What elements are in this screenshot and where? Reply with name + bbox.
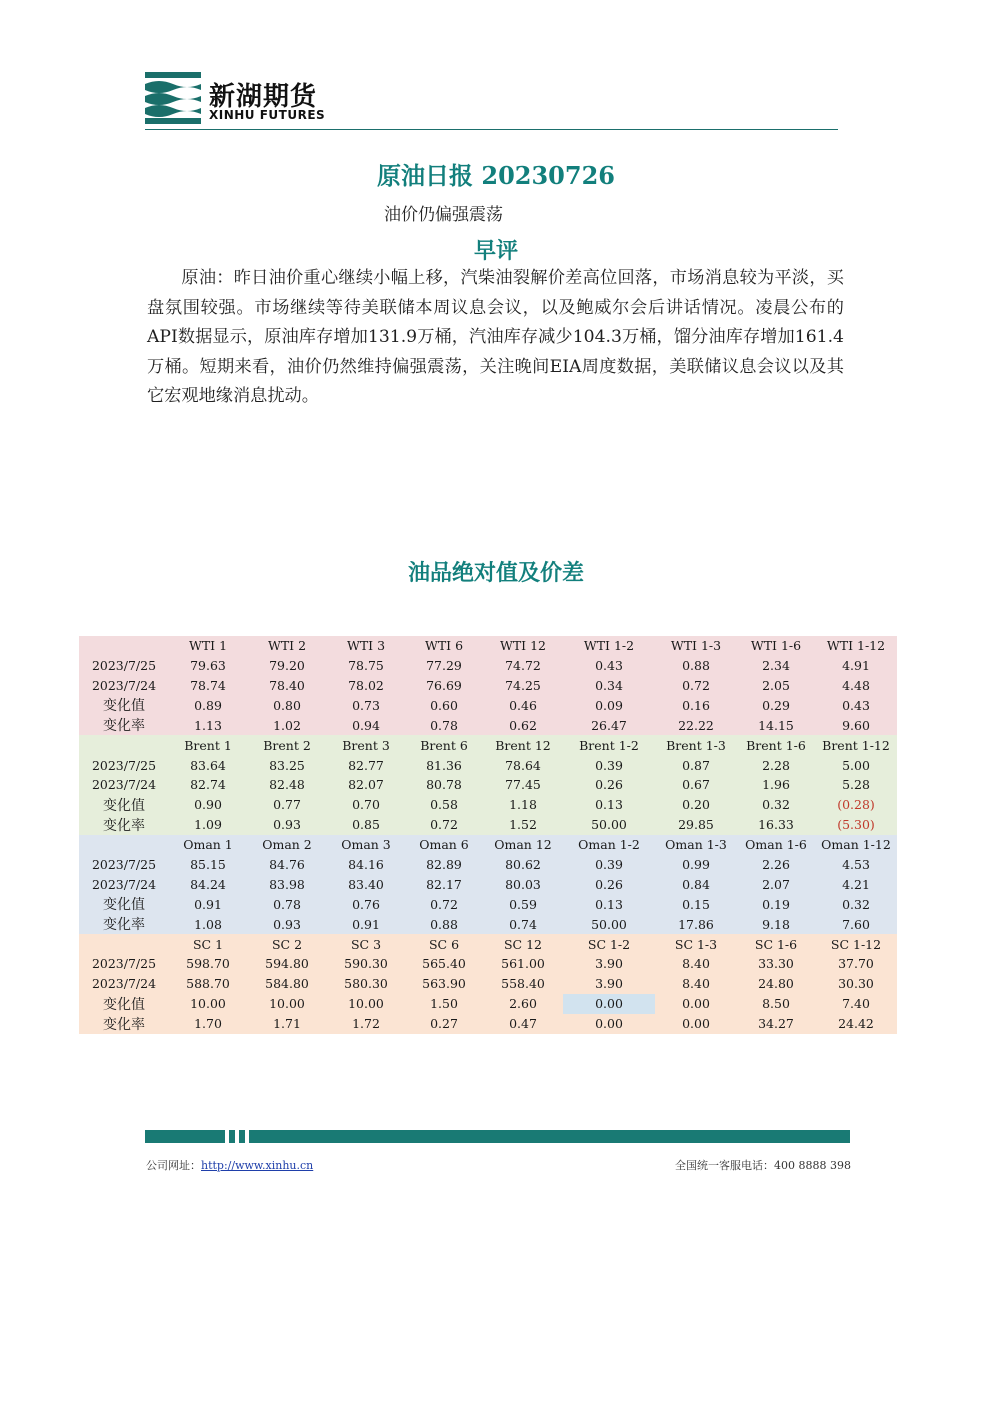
column-header: WTI 1-3: [655, 636, 737, 656]
table-cell: 7.40: [815, 994, 897, 1014]
table-cell: 0.60: [405, 695, 483, 715]
table-cell: 82.77: [327, 755, 405, 775]
column-header: WTI 3: [327, 636, 405, 656]
table-cell: 0.73: [327, 695, 405, 715]
table-cell: 77.29: [405, 656, 483, 676]
table-cell: 0.15: [655, 894, 737, 914]
table-cell: 26.47: [563, 715, 655, 735]
column-header: Oman 1: [169, 835, 247, 855]
column-header: SC 1: [169, 934, 247, 954]
table-cell: 37.70: [815, 954, 897, 974]
table-cell: 2.05: [737, 676, 815, 696]
table-cell: 0.91: [169, 894, 247, 914]
table-cell: 83.64: [169, 755, 247, 775]
report-title: 原油日报 20230726: [377, 161, 615, 190]
table-row: [79, 656, 897, 676]
table-cell: 0.78: [247, 894, 327, 914]
table-cell: 0.72: [655, 676, 737, 696]
table-cell: 78.74: [169, 676, 247, 696]
table-cell: 0.90: [169, 795, 247, 815]
table-cell: 84.24: [169, 874, 247, 894]
table-cell: 10.00: [247, 994, 327, 1014]
footer-bar-segment: [249, 1130, 850, 1143]
table-cell: 80.03: [483, 874, 563, 894]
column-header: WTI 2: [247, 636, 327, 656]
table-cell: 0.26: [563, 775, 655, 795]
table-cell: 0.94: [327, 715, 405, 735]
table-cell: 580.30: [327, 974, 405, 994]
table-cell: 1.52: [483, 815, 563, 835]
table-cell: 79.63: [169, 656, 247, 676]
table-cell: 0.27: [405, 1014, 483, 1034]
row-label-cell: [79, 636, 169, 656]
table-cell: 0.70: [327, 795, 405, 815]
column-header: Oman 1-6: [737, 835, 815, 855]
column-header: Brent 1-3: [655, 735, 737, 755]
table-cell: 17.86: [655, 914, 737, 934]
row-label: 2023/7/24: [79, 974, 169, 994]
table-cell: 8.50: [737, 994, 815, 1014]
table-cell: 82.89: [405, 855, 483, 875]
table-cell: 0.46: [483, 695, 563, 715]
table-cell: 2.26: [737, 855, 815, 875]
column-header: WTI 1-6: [737, 636, 815, 656]
table-cell: (0.28): [815, 795, 897, 815]
table-cell: 82.74: [169, 775, 247, 795]
table-cell: 82.07: [327, 775, 405, 795]
table-cell: 5.00: [815, 755, 897, 775]
table-cell: 84.16: [327, 855, 405, 875]
footer-hotline: 全国统一客服电话：400 8888 398: [675, 1159, 851, 1172]
row-label-cell: [79, 735, 169, 755]
table-cell: 0.88: [405, 914, 483, 934]
row-label: 2023/7/24: [79, 775, 169, 795]
row-label: 变化率: [79, 815, 169, 835]
column-header: SC 3: [327, 934, 405, 954]
table-cell: 0.72: [405, 815, 483, 835]
table-cell: 1.08: [169, 914, 247, 934]
table-cell: 29.85: [655, 815, 737, 835]
table-cell: 0.43: [815, 695, 897, 715]
column-header: Oman 3: [327, 835, 405, 855]
table-cell: 0.29: [737, 695, 815, 715]
table-cell: 1.72: [327, 1014, 405, 1034]
column-header: Brent 1-12: [815, 735, 897, 755]
column-header: Brent 1: [169, 735, 247, 755]
table-cell: 50.00: [563, 914, 655, 934]
table-cell: 34.27: [737, 1014, 815, 1034]
oman-header-row: [79, 835, 897, 855]
table-cell: 0.76: [327, 894, 405, 914]
column-header: Oman 12: [483, 835, 563, 855]
table-cell: 0.39: [563, 855, 655, 875]
table-cell: 0.19: [737, 894, 815, 914]
table-row: [79, 914, 897, 934]
table-cell: 0.32: [815, 894, 897, 914]
table-cell: 8.40: [655, 954, 737, 974]
table-cell: 76.69: [405, 676, 483, 696]
table-cell: 77.45: [483, 775, 563, 795]
table-cell: 50.00: [563, 815, 655, 835]
table-cell: 14.15: [737, 715, 815, 735]
table-cell: 0.39: [563, 755, 655, 775]
table-cell: 0.62: [483, 715, 563, 735]
table-cell: 0.72: [405, 894, 483, 914]
header-divider: [145, 129, 838, 130]
table-row: [79, 676, 897, 696]
table-cell: 0.91: [327, 914, 405, 934]
row-label: 变化率: [79, 914, 169, 934]
table-cell: 0.78: [405, 715, 483, 735]
table-cell: 0.67: [655, 775, 737, 795]
table-cell: 8.40: [655, 974, 737, 994]
row-label: 2023/7/25: [79, 855, 169, 875]
table-cell: 33.30: [737, 954, 815, 974]
table-cell: 80.78: [405, 775, 483, 795]
footer-bar-segment: [229, 1130, 235, 1143]
row-label: 2023/7/25: [79, 656, 169, 676]
table-row: [79, 894, 897, 914]
table-cell: 0.34: [563, 676, 655, 696]
report-subtitle: 油价仍偏强震荡: [384, 205, 503, 225]
row-label: 变化率: [79, 1014, 169, 1034]
row-label: 变化值: [79, 994, 169, 1014]
table-row: [79, 994, 897, 1014]
table-cell: 83.40: [327, 874, 405, 894]
table-cell: 2.60: [483, 994, 563, 1014]
table-cell: 0.74: [483, 914, 563, 934]
table-cell: 0.80: [247, 695, 327, 715]
table-cell: 30.30: [815, 974, 897, 994]
column-header: WTI 6: [405, 636, 483, 656]
table-cell: 24.42: [815, 1014, 897, 1034]
table-cell: 2.28: [737, 755, 815, 775]
company-logo: [145, 72, 335, 124]
table-cell: 82.48: [247, 775, 327, 795]
column-header: SC 1-3: [655, 934, 737, 954]
row-label-cell: [79, 934, 169, 954]
table-cell: 10.00: [169, 994, 247, 1014]
table-cell: (5.30): [815, 815, 897, 835]
table-cell: 3.90: [563, 954, 655, 974]
table-cell: 594.80: [247, 954, 327, 974]
table-cell: 9.60: [815, 715, 897, 735]
table-cell: 0.88: [655, 656, 737, 676]
table-cell: 0.99: [655, 855, 737, 875]
column-header: SC 1-12: [815, 934, 897, 954]
table-cell: 0.84: [655, 874, 737, 894]
column-header: Brent 12: [483, 735, 563, 755]
table-cell: 4.48: [815, 676, 897, 696]
table-cell: 0.93: [247, 815, 327, 835]
table-cell: 563.90: [405, 974, 483, 994]
row-label: 变化值: [79, 795, 169, 815]
table-cell: 558.40: [483, 974, 563, 994]
table-row: [79, 954, 897, 974]
table-cell: 0.16: [655, 695, 737, 715]
table-cell: 0.93: [247, 914, 327, 934]
table-cell: 588.70: [169, 974, 247, 994]
table-cell: 84.76: [247, 855, 327, 875]
table-cell: 7.60: [815, 914, 897, 934]
oil-price-spread-table: [79, 636, 897, 1034]
table-cell: 3.90: [563, 974, 655, 994]
row-label: 2023/7/25: [79, 755, 169, 775]
footer-website-label: 公司网址：: [146, 1159, 201, 1172]
table-cell: 78.02: [327, 676, 405, 696]
table-row: [79, 974, 897, 994]
table-cell: 78.40: [247, 676, 327, 696]
footer-website: [146, 1157, 313, 1173]
table-row: [79, 855, 897, 875]
table-cell: 0.32: [737, 795, 815, 815]
row-label-cell: [79, 835, 169, 855]
table-cell: 0.09: [563, 695, 655, 715]
sc-header-row: [79, 934, 897, 954]
logo-english-name: XINHU FUTURES: [209, 108, 326, 122]
table-row: [79, 874, 897, 894]
column-header: Oman 2: [247, 835, 327, 855]
column-header: Oman 6: [405, 835, 483, 855]
table-cell: 74.25: [483, 676, 563, 696]
table-cell: 81.36: [405, 755, 483, 775]
table-cell: 1.71: [247, 1014, 327, 1034]
table-cell: 0.77: [247, 795, 327, 815]
table-row: [79, 815, 897, 835]
table-cell: 85.15: [169, 855, 247, 875]
table-row: [79, 795, 897, 815]
table-cell: 1.50: [405, 994, 483, 1014]
table-cell: 1.02: [247, 715, 327, 735]
column-header: SC 1-2: [563, 934, 655, 954]
section-heading-price-table: 油品绝对值及价差: [407, 560, 584, 586]
table-cell: 5.28: [815, 775, 897, 795]
table-cell: 83.25: [247, 755, 327, 775]
morning-comment-paragraph: 原油：昨日油价重心继续小幅上移，汽柴油裂解价差高位回落，市场消息较为平淡，买盘氛围较强。市场继续等待美联储本周议息会议，以及鲍威尔会后讲话情况。凌晨公布的API数据显示，原油库存增加131.9万桶，汽油库存减少104.3万桶，馏分油库存增加161.4万桶。短期来看，油价仍然维持偏强震荡，关注晚间EIA周度数据，美联储议息会议以及其它宏观地缘消息扰动。: [147, 268, 844, 406]
row-label: 变化值: [79, 695, 169, 715]
table-cell: 0.59: [483, 894, 563, 914]
column-header: SC 2: [247, 934, 327, 954]
table-cell: 561.00: [483, 954, 563, 974]
column-header: WTI 1-12: [815, 636, 897, 656]
brent-header-row: [79, 735, 897, 755]
column-header: Brent 1-6: [737, 735, 815, 755]
table-cell: 0.00: [563, 1014, 655, 1034]
logo-chinese-name: 新湖期货: [209, 82, 318, 112]
column-header: SC 1-6: [737, 934, 815, 954]
table-cell: 0.43: [563, 656, 655, 676]
column-header: Oman 1-2: [563, 835, 655, 855]
column-header: Brent 2: [247, 735, 327, 755]
row-label: 变化率: [79, 715, 169, 735]
row-label: 2023/7/24: [79, 676, 169, 696]
table-cell: 0.13: [563, 795, 655, 815]
footer-bar-segment: [239, 1130, 245, 1143]
row-label: 2023/7/25: [79, 954, 169, 974]
table-cell: 9.18: [737, 914, 815, 934]
table-cell: 83.98: [247, 874, 327, 894]
table-cell: 0.47: [483, 1014, 563, 1034]
table-cell: 1.09: [169, 815, 247, 835]
table-row: [79, 775, 897, 795]
table-cell: 22.22: [655, 715, 737, 735]
table-cell: 1.13: [169, 715, 247, 735]
table-cell: 1.70: [169, 1014, 247, 1034]
column-header: WTI 12: [483, 636, 563, 656]
table-cell: 74.72: [483, 656, 563, 676]
table-cell: 0.89: [169, 695, 247, 715]
table-row: [79, 1014, 897, 1034]
table-cell: 82.17: [405, 874, 483, 894]
table-cell: 78.64: [483, 755, 563, 775]
table-row: [79, 695, 897, 715]
footer-bar-segment: [145, 1130, 225, 1143]
table-cell: 0.20: [655, 795, 737, 815]
table-cell: 598.70: [169, 954, 247, 974]
column-header: WTI 1: [169, 636, 247, 656]
table-cell: 584.80: [247, 974, 327, 994]
table-cell: 590.30: [327, 954, 405, 974]
table-cell: 4.21: [815, 874, 897, 894]
table-cell: 10.00: [327, 994, 405, 1014]
table-row: [79, 715, 897, 735]
table-cell: 2.34: [737, 656, 815, 676]
table-cell: 16.33: [737, 815, 815, 835]
column-header: WTI 1-2: [563, 636, 655, 656]
section-heading-morning: 早评: [473, 238, 518, 264]
row-label: 变化值: [79, 894, 169, 914]
table-cell: 80.62: [483, 855, 563, 875]
table-cell: 78.75: [327, 656, 405, 676]
table-cell: 0.13: [563, 894, 655, 914]
column-header: Brent 1-2: [563, 735, 655, 755]
table-cell: 4.53: [815, 855, 897, 875]
table-cell: 0.26: [563, 874, 655, 894]
table-cell: 0.00: [563, 994, 655, 1014]
row-label: 2023/7/24: [79, 874, 169, 894]
table-cell: 0.85: [327, 815, 405, 835]
column-header: Brent 3: [327, 735, 405, 755]
table-cell: 0.87: [655, 755, 737, 775]
footer-website-link[interactable]: http://www.xinhu.cn: [201, 1159, 314, 1172]
column-header: Oman 1-12: [815, 835, 897, 855]
column-header: Oman 1-3: [655, 835, 737, 855]
column-header: SC 12: [483, 934, 563, 954]
table-cell: 24.80: [737, 974, 815, 994]
xinhu-wave-logo-icon: [145, 72, 201, 124]
table-cell: 1.96: [737, 775, 815, 795]
column-header: SC 6: [405, 934, 483, 954]
column-header: Brent 6: [405, 735, 483, 755]
table-cell: 565.40: [405, 954, 483, 974]
table-cell: 0.00: [655, 1014, 737, 1034]
table-cell: 1.18: [483, 795, 563, 815]
wti-header-row: [79, 636, 897, 656]
table-cell: 4.91: [815, 656, 897, 676]
table-row: [79, 755, 897, 775]
table-cell: 0.58: [405, 795, 483, 815]
table-cell: 2.07: [737, 874, 815, 894]
table-cell: 79.20: [247, 656, 327, 676]
table-cell: 0.00: [655, 994, 737, 1014]
